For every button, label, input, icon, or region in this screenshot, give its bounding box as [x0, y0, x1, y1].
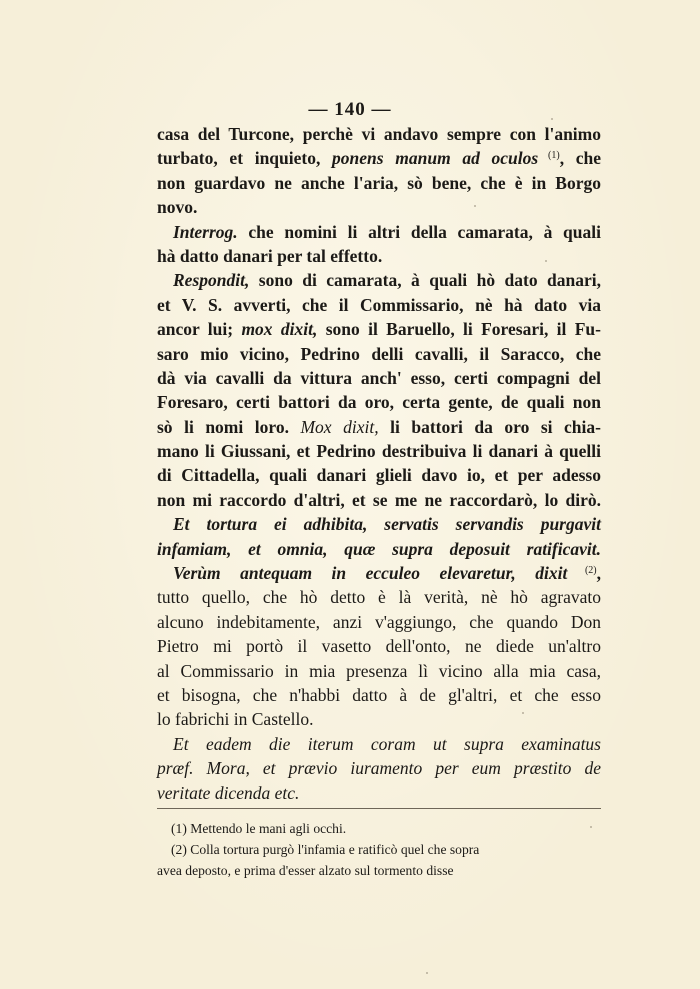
text-segment: li battori da oro si chia-: [378, 416, 601, 437]
text-line: [157, 488, 601, 512]
paper-speck: [551, 118, 553, 120]
text-line: [157, 610, 601, 634]
text-line: [157, 317, 601, 341]
text-segment: Et eadem die iterum coram ut supra examinatus: [173, 733, 601, 754]
text-segment: veritate dicenda etc.: [157, 782, 300, 803]
text-line: [157, 512, 601, 536]
footnote-marker: (1): [538, 150, 560, 162]
paper-speck: [426, 972, 428, 974]
paper-speck: [474, 205, 476, 207]
footnote-line: (2) Colla tortura purgò l'infamia e ratificò quel che sopra: [171, 842, 480, 857]
text-segment: lo fabrichi in Castello.: [157, 709, 314, 730]
text-line: [157, 537, 601, 561]
text-segment: dà via cavalli da vittura anch' esso, certi compagni del: [157, 367, 601, 388]
paper-speck: [522, 712, 524, 714]
text-line: [157, 585, 601, 609]
body-text: [157, 122, 601, 805]
text-segment: tutto quello, che hò detto è là verità, nè hò agravato: [157, 587, 601, 608]
text-segment: sono di camarata, à quali hò dato danari,: [249, 270, 601, 291]
text-segment: che nomini li altri della camarata, à quali: [237, 221, 601, 242]
text-segment: di Cittadella, quali danari glieli davo io, et per adesso: [157, 465, 601, 486]
text-segment: et bisogna, che n'habbi datto à de gl'altri, et che esso: [157, 684, 601, 705]
text-line: [157, 781, 601, 805]
text-segment: mox dixit,: [241, 319, 318, 340]
text-line: [157, 707, 601, 731]
text-segment: non guardavo ne anche l'aria, sò bene, che è in Borgo: [157, 172, 601, 193]
text-line: [157, 171, 601, 195]
text-line: [157, 268, 601, 292]
text-segment: Interrog.: [173, 221, 238, 242]
text-line: [157, 732, 601, 756]
text-line: [157, 122, 601, 146]
text-line: [157, 561, 601, 585]
text-segment: ,: [596, 563, 601, 584]
text-line: [157, 342, 601, 366]
text-line: [157, 244, 601, 268]
page-number: — 140 —: [308, 99, 392, 120]
text-line: [157, 390, 601, 414]
text-segment: Et tortura ei adhibita, servatis servandis purgavit: [173, 514, 601, 535]
footnotes: [157, 818, 601, 881]
text-segment: turbato, et inquieto,: [157, 148, 333, 169]
text-segment: infamiam, et omnia, quæ supra deposuit ratificavit.: [157, 538, 601, 559]
text-segment: casa del Turcone, perchè vi andavo sempre con l'animo: [157, 124, 601, 144]
text-segment: sono il Baruello, li Foresari, il Fu-: [317, 319, 601, 340]
text-segment: Pietro mi portò il vasetto dell'onto, ne diede un'altro: [157, 636, 601, 657]
text-segment: al Commissario in mia presenza lì vicino alla mia casa,: [157, 660, 601, 681]
footnote-rule: [157, 808, 601, 809]
text-segment: mano li Giussani, et Pedrino destribuiva li danari à quelli: [157, 441, 601, 462]
text-segment: alcuno indebitamente, anzi v'aggiungo, che quando Don: [157, 611, 601, 632]
text-segment: Verùm antequam in ecculeo elevaretur, dixit: [173, 563, 568, 584]
footnote-line: avea deposto, e prima d'esser alzato sul tormento disse: [157, 863, 454, 878]
footnote-marker: (2): [567, 565, 597, 577]
text-line: [157, 634, 601, 658]
text-segment: ancor lui;: [157, 319, 242, 340]
text-line: [157, 463, 601, 487]
text-line: [157, 439, 601, 463]
paper-speck: [545, 260, 547, 262]
text-segment: et V. S. avverti, che il Commissario, nè hà dato via: [157, 294, 601, 315]
text-line: [157, 146, 601, 170]
text-segment: Foresaro, certi battori da oro, certa gente, de quali non: [157, 392, 601, 413]
text-line: [157, 756, 601, 780]
text-line: [157, 659, 601, 683]
text-segment: sò li nomi loro.: [157, 416, 301, 437]
text-line: [157, 683, 601, 707]
text-segment: hà datto danari per tal effetto.: [157, 245, 383, 266]
text-segment: saro mio vicino, Pedrino delli cavalli, il Saracco, che: [157, 343, 601, 364]
text-line: [157, 293, 601, 317]
text-line: [157, 195, 601, 219]
text-segment: Mox dixit,: [300, 416, 379, 437]
text-line: [157, 415, 601, 439]
text-segment: non mi raccordo d'altri, et se me ne raccordarò, lo dirò.: [157, 489, 601, 510]
text-segment: novo.: [157, 197, 198, 218]
paper-speck: [590, 826, 592, 828]
text-line: [157, 220, 601, 244]
text-segment: , che: [559, 148, 602, 169]
text-segment: præf. Mora, et prævio iuramento per eum præstito de: [157, 758, 601, 779]
text-line: [157, 366, 601, 390]
text-segment: ponens manum ad oculos: [332, 148, 539, 169]
footnote-line: (1) Mettendo le mani agli occhi.: [171, 821, 347, 836]
text-segment: Respondit,: [173, 270, 250, 291]
